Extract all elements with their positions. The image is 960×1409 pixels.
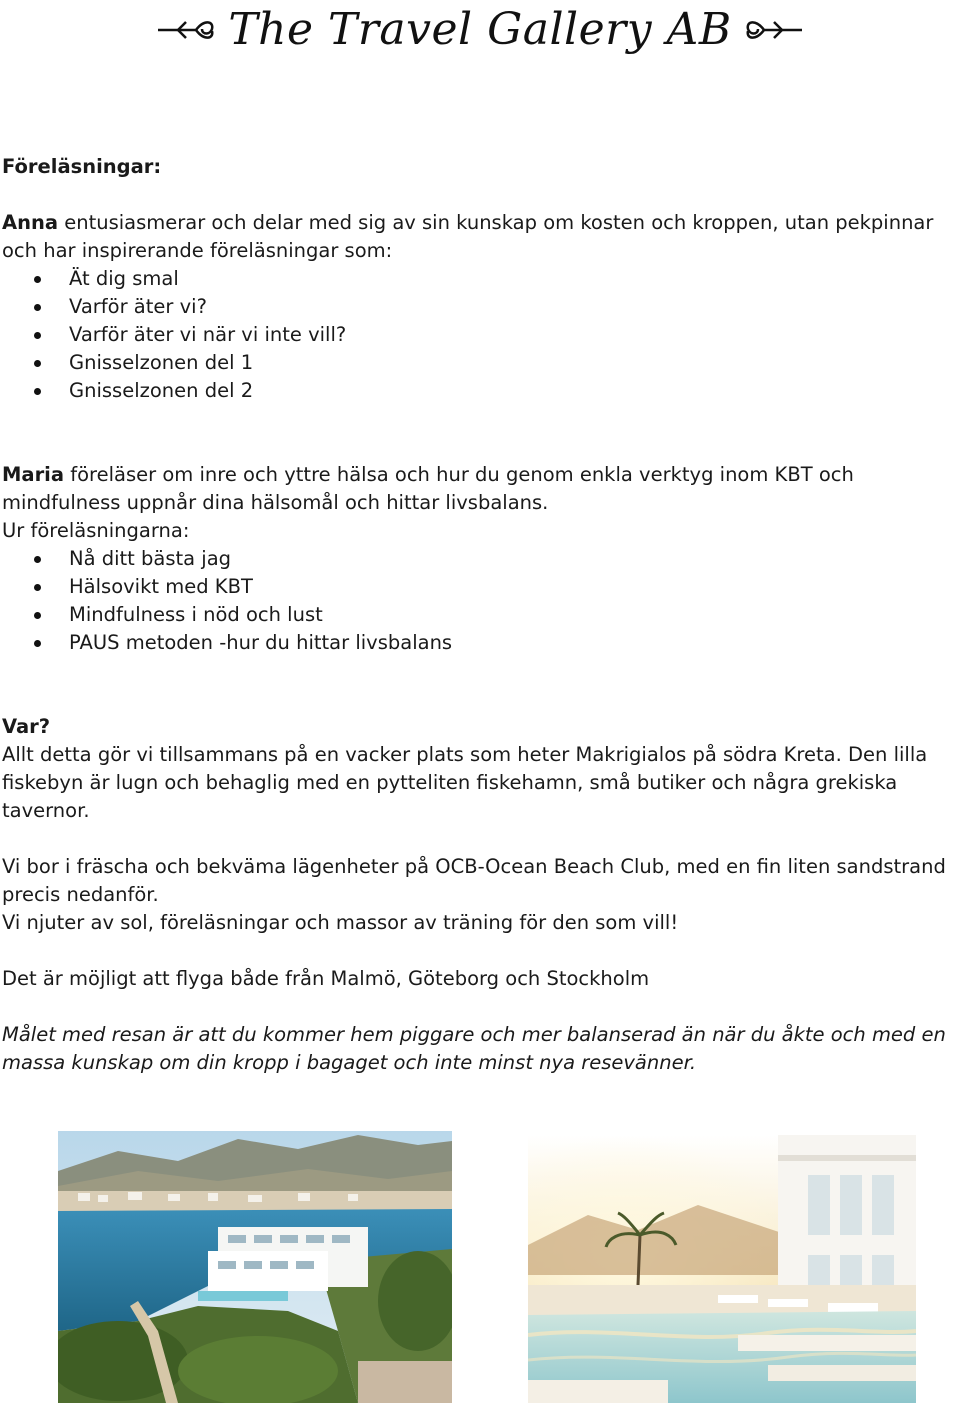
bullet-icon [34, 640, 41, 647]
list-item: Gnisselzonen del 2 [2, 377, 960, 405]
list-item: Hälsovikt med KBT [2, 573, 960, 601]
anna-intro-text: entusiasmerar och delar med sig av sin kunskap om kosten och kroppen, utan pekpinnar och har inspirerande föreläsningar som: [2, 211, 934, 262]
where-paragraph-1: Allt detta gör vi tillsammans på en vacker plats som heter Makrigialos på södra Kreta. Den lilla fiskebyn är lugn och behaglig med en pytteliten fiskehamn, små butiker och några grekiska tavernor. [2, 743, 928, 822]
maria-lecture-list [2, 545, 960, 657]
ornament-left-icon [156, 15, 218, 45]
bullet-icon [34, 556, 41, 563]
page-header [0, 0, 960, 70]
bullet-icon [34, 276, 41, 283]
list-item: Nå ditt bästa jag [2, 545, 960, 573]
where-paragraph-2a: Vi bor i fräscha och bekväma lägenheter på OCB-Ocean Beach Club, med en fin liten sandstrand precis nedanför. [2, 855, 946, 906]
list-item: Gnisselzonen del 1 [2, 349, 960, 377]
bullet-icon [34, 360, 41, 367]
bullet-icon [34, 612, 41, 619]
anna-intro [2, 209, 960, 265]
bullet-icon [34, 304, 41, 311]
coast-hotel-photo [58, 1131, 452, 1403]
bullet-icon [34, 388, 41, 395]
maria-name: Maria [2, 463, 65, 486]
maria-intro [2, 461, 960, 517]
document-body [2, 153, 960, 1077]
list-item: PAUS metoden -hur du hittar livsbalans [2, 629, 960, 657]
pool-sunset-photo [528, 1135, 916, 1403]
logo [156, 2, 803, 58]
bullet-icon [34, 584, 41, 591]
list-item: Ät dig smal [2, 265, 960, 293]
logo-text: The Travel Gallery AB [228, 4, 732, 55]
list-item: Mindfulness i nöd och lust [2, 601, 960, 629]
maria-intro-text: föreläser om inre och yttre hälsa och hur du genom enkla verktyg inom KBT och mindfulness uppnår dina hälsomål och hittar livsbalans. [2, 463, 854, 514]
where-paragraph-3: Det är möjligt att flyga både från Malmö, Göteborg och Stockholm [2, 967, 650, 990]
section-heading: Föreläsningar: [2, 155, 162, 178]
anna-lecture-list [2, 265, 960, 405]
bullet-icon [34, 332, 41, 339]
where-paragraph-2b: Vi njuter av sol, föreläsningar och massor av träning för den som vill! [2, 911, 679, 934]
trip-goal: Målet med resan är att du kommer hem piggare och mer balanserad än när du åkte och med en massa kunskap om din kropp i bagaget och inte minst nya resevänner. [2, 1023, 946, 1074]
ornament-right-icon [742, 15, 804, 45]
list-item: Varför äter vi när vi inte vill? [2, 321, 960, 349]
list-item: Varför äter vi? [2, 293, 960, 321]
anna-name: Anna [2, 211, 59, 234]
where-heading: Var? [2, 715, 51, 738]
maria-lead: Ur föreläsningarna: [2, 519, 190, 542]
